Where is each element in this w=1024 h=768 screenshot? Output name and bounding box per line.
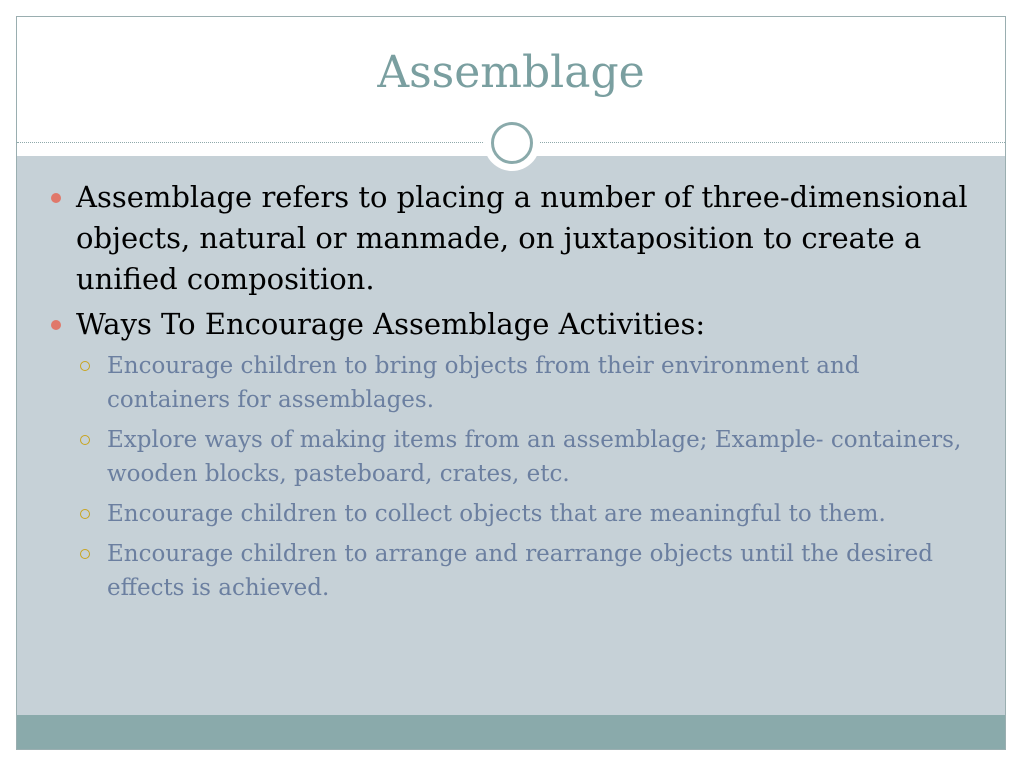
- circle-ring-ornament-icon: [484, 115, 540, 171]
- hollow-circle-bullet-icon: [80, 435, 90, 445]
- sub-bullet-item: [49, 497, 979, 531]
- slide: [16, 16, 1006, 750]
- hollow-circle-bullet-icon: [80, 509, 90, 519]
- sub-bullet-text: Encourage children to bring objects from their environment and containers for assemblages.: [107, 353, 860, 413]
- sub-bullet-text: Encourage children to collect objects that are meaningful to them.: [107, 501, 886, 527]
- sub-bullet-item: [49, 537, 979, 605]
- sub-bullet-text: Explore ways of making items from an assemblage; Example- containers, wooden blocks, pasteboard, crates, etc.: [107, 427, 962, 487]
- bullet-text: Ways To Encourage Assemblage Activities:: [76, 307, 706, 341]
- bullet-item: [49, 177, 979, 300]
- slide-content: [49, 177, 979, 611]
- bullet-item: [49, 304, 979, 345]
- hollow-circle-bullet-icon: [80, 549, 90, 559]
- sub-bullet-item: [49, 423, 979, 491]
- bullet-text: Assemblage refers to placing a number of three-dimensional objects, natural or manmade, on juxtaposition to create a unified composition.: [76, 180, 968, 296]
- filled-circle-bullet-icon: [51, 320, 61, 330]
- filled-circle-bullet-icon: [51, 193, 61, 203]
- footer-band: [17, 715, 1005, 749]
- hollow-circle-bullet-icon: [80, 361, 90, 371]
- sub-bullet-item: [49, 349, 979, 417]
- ornament-ring: [491, 122, 533, 164]
- sub-bullet-text: Encourage children to arrange and rearrange objects until the desired effects is achieved.: [107, 541, 933, 601]
- slide-title: Assemblage: [377, 47, 645, 98]
